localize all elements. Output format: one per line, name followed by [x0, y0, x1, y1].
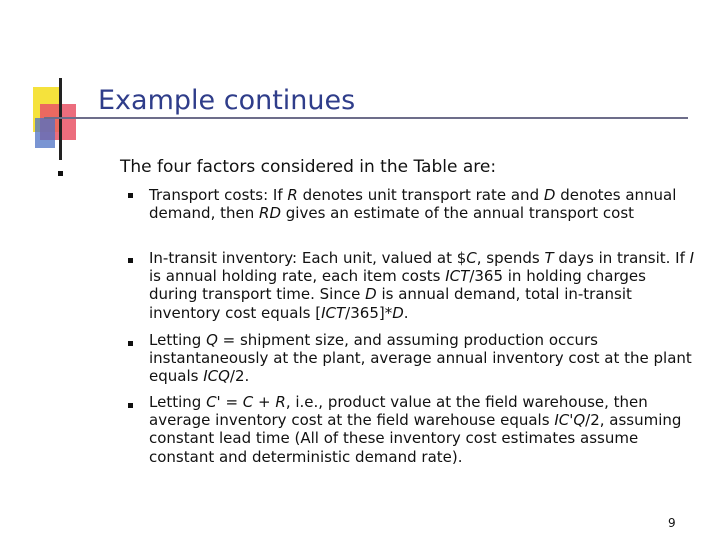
- math-variable: C': [206, 393, 221, 411]
- bullet-marker: [128, 193, 133, 198]
- decor-vertical-line: [59, 78, 62, 160]
- math-variable: ICT: [321, 303, 346, 322]
- text-segment: = shipment size, and assuming production occurs instantaneously at the plant, average annual inventory cost at the plant equals: [149, 331, 692, 386]
- bullet-marker: [128, 341, 133, 346]
- text-segment: /365 in holding charges during transport time. Since: [149, 267, 646, 304]
- text-segment: , i.e., product value at the field warehouse, then average inventory cost at the field warehouse equals: [149, 393, 648, 430]
- intro-text: The four factors considered in the Table are:: [120, 157, 497, 177]
- bullet-transport-costs: [149, 186, 699, 222]
- text-segment: is annual holding rate, each item costs: [149, 267, 446, 286]
- title-underline: [44, 117, 688, 119]
- math-variable: ICT: [445, 267, 470, 286]
- text-segment: /365]*: [345, 303, 393, 322]
- math-variable: D: [365, 285, 377, 304]
- text-segment: is annual demand, total in-transit inventory cost equals [: [149, 285, 632, 322]
- text-segment: =: [220, 393, 243, 411]
- decor-blue-square: [35, 118, 55, 148]
- math-variable: T: [544, 249, 554, 267]
- bullet-in-transit-inventory: [149, 249, 699, 322]
- bullet-plant-inventory: [149, 331, 699, 386]
- math-variable: D: [392, 303, 404, 322]
- math-variable: I: [689, 249, 695, 267]
- math-variable: Q: [206, 331, 218, 349]
- bullet-marker: [128, 403, 133, 408]
- text-segment: gives an estimate of the annual transport cost: [281, 204, 635, 223]
- text-segment: denotes annual demand, then: [149, 186, 677, 223]
- slide-title: Example continues: [98, 85, 356, 116]
- text-segment: Letting: [149, 331, 207, 349]
- page-number: 9: [668, 516, 676, 530]
- math-variable: D: [543, 186, 556, 204]
- math-variable: C: [466, 249, 477, 267]
- math-variable: IC'Q: [554, 411, 586, 430]
- bullet-marker: [58, 171, 63, 176]
- bullet-field-warehouse-inventory: [149, 393, 699, 466]
- text-segment: Letting: [149, 393, 207, 411]
- text-segment: days in transit. If: [553, 249, 690, 267]
- bullet-marker: [128, 258, 133, 263]
- text-segment: .: [403, 303, 409, 322]
- text-segment: /2, assuming constant lead time (All of these inventory cost estimates assume constant and deterministic demand rate).: [149, 411, 682, 466]
- text-segment: +: [253, 393, 276, 411]
- math-variable: RD: [259, 204, 281, 223]
- text-segment: In-transit inventory: Each unit, valued at $: [149, 249, 467, 267]
- text-segment: denotes unit transport rate and: [297, 186, 544, 204]
- math-variable: R: [287, 186, 298, 204]
- text-segment: Transport costs: If: [149, 186, 288, 204]
- math-variable: R: [275, 393, 286, 411]
- math-variable: ICQ: [203, 367, 230, 386]
- math-variable: C: [242, 393, 254, 411]
- text-segment: /2.: [229, 367, 250, 386]
- text-segment: , spends: [476, 249, 545, 267]
